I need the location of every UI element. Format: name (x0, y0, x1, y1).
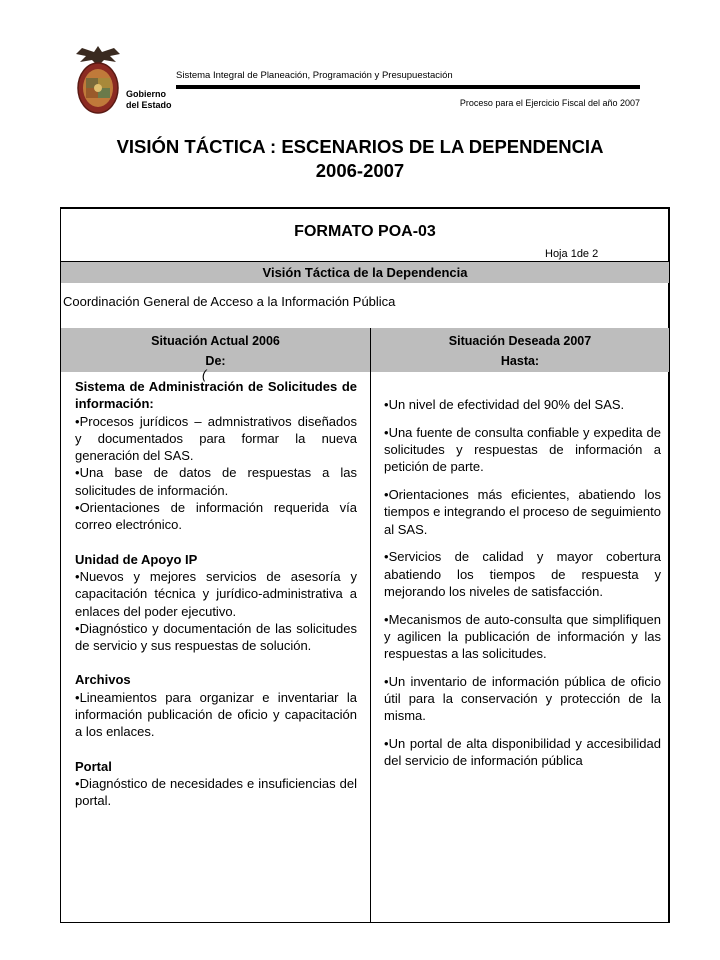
list-item: • Un nivel de efectividad del 90% del SAS. (384, 396, 661, 413)
desired-situation-list (384, 396, 661, 780)
section-heading: Archivos (75, 672, 131, 688)
list-item: • Un portal de alta disponibilidad y accesibilidad del servicio de información pública (384, 735, 661, 770)
list-item: • Diagnóstico de necesidades e insuficiencias del portal. (75, 775, 357, 810)
stray-mark: ( (202, 367, 207, 382)
column-divider (370, 328, 371, 922)
list-item: • Lineamientos para organizar e inventariar la información publicación de oficio y capacitación a los enlaces. (75, 689, 357, 741)
list-item: • Orientaciones más eficientes, abatiendo los tiempos e integrando el proceso de seguimiento al SAS. (384, 486, 661, 538)
header-rule (176, 85, 640, 89)
process-line: Proceso para el Ejercicio Fiscal del año 2007 (459, 98, 640, 108)
list-item: • Orientaciones de información requerida vía correo electrónico. (75, 499, 357, 534)
list-item: • Procesos jurídicos – admnistrativos diseñados y documentados para formar la nueva generación del SAS. (75, 413, 357, 465)
sheet-number: Hoja 1de 2 (545, 248, 599, 260)
list-item: • Servicios de calidad y mayor cobertura abatiendo los tiempos de respuesta y mejorando los niveles de satisfacción. (384, 548, 661, 600)
list-item: • Un inventario de información pública de oficio útil para la conservación y protección de la misma. (384, 673, 661, 725)
system-title: Sistema Integral de Planeación, Programación y Presupuestación (176, 70, 453, 81)
section-heading: Sistema de Administración de Solicitudes de información: (75, 379, 357, 412)
list-item: • Diagnóstico y documentación de las solicitudes de servicio y sus respuestas de solución. (75, 620, 357, 655)
section-heading: Unidad de Apoyo IP (75, 551, 198, 567)
desired-situation-header: Situación Deseada 2007 Hasta: (448, 334, 592, 368)
dependency-name: Coordinación General de Acceso a la Información Pública (63, 294, 396, 309)
page-title: VISIÓN TÁCTICA : ESCENARIOS DE LA DEPENDENCIA 2006-2007 (116, 136, 604, 181)
list-item: • Nuevos y mejores servicios de asesoría y capacitación técnica y jurídico-administrativa a enlaces del poder ejecutivo. (75, 568, 357, 620)
state-coat-of-arms-icon (72, 44, 124, 118)
list-item: • Una base de datos de respuestas a las solicitudes de información. (75, 464, 357, 499)
list-item: • Una fuente de consulta confiable y expedita de solicitudes y respuestas de información a petición de parte. (384, 424, 661, 476)
current-situation-header: Situación Actual 2006 De: (151, 334, 280, 368)
government-label: Gobierno del Estado (126, 89, 172, 110)
vision-band-label: Visión Táctica de la Dependencia (262, 265, 468, 280)
section-heading: Portal (75, 758, 112, 774)
list-item: • Mecanismos de auto-consulta que simplifiquen y agilicen la publicación de información y las respuestas a las solicitudes. (384, 611, 661, 663)
current-situation-list (75, 378, 357, 810)
form-code: FORMATO POA-03 (294, 223, 436, 240)
